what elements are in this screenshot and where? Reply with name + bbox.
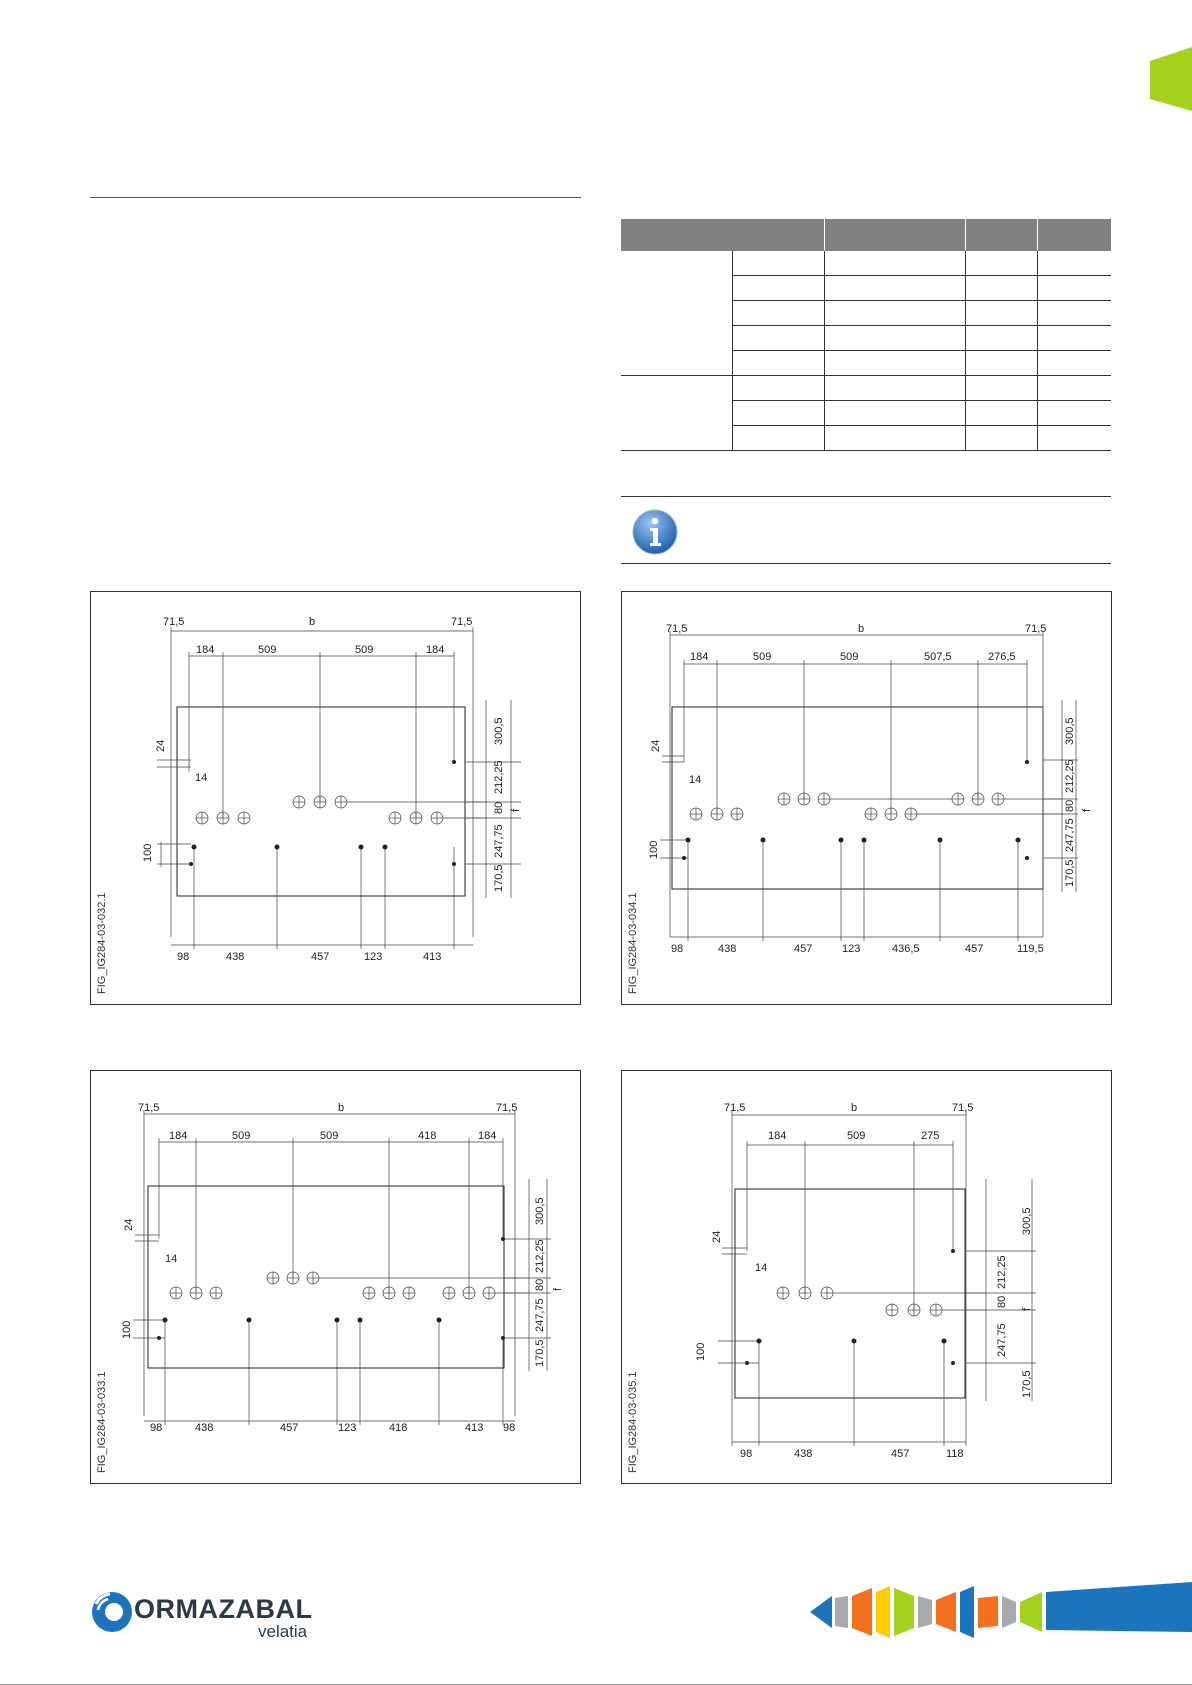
left-dim-24: 24 bbox=[650, 739, 662, 752]
width-b-label: b bbox=[851, 1102, 858, 1114]
cable-holes bbox=[196, 796, 486, 824]
section-divider bbox=[90, 197, 581, 198]
right-dim: 212,25 bbox=[996, 1255, 1008, 1289]
top-dim: 275 bbox=[921, 1130, 940, 1142]
left-dim-14: 14 bbox=[195, 772, 208, 784]
right-dim: 247,75 bbox=[493, 824, 505, 858]
bottom-dim: 418 bbox=[389, 1422, 408, 1434]
top-dim: 509 bbox=[847, 1130, 866, 1142]
right-dim: 300,5 bbox=[1064, 717, 1076, 745]
bottom-dim: 413 bbox=[423, 951, 442, 963]
top-dim: 184 bbox=[169, 1130, 188, 1142]
top-dim: 184 bbox=[426, 644, 445, 656]
top-dim: 507,5 bbox=[924, 651, 952, 663]
bottom-dim: 457 bbox=[311, 951, 330, 963]
left-dim-14: 14 bbox=[755, 1262, 768, 1274]
right-dim: 212,25 bbox=[1064, 759, 1076, 793]
right-dim: 170,5 bbox=[1021, 1370, 1033, 1398]
bottom-dim: 457 bbox=[965, 943, 984, 955]
left-dim-100: 100 bbox=[142, 843, 154, 862]
cable-holes bbox=[777, 1287, 986, 1316]
section-tab-marker bbox=[1150, 47, 1192, 111]
top-dim: 418 bbox=[418, 1130, 437, 1142]
left-dim-14: 14 bbox=[165, 1253, 178, 1265]
cable-holes bbox=[170, 1272, 529, 1299]
decorative-color-strip bbox=[810, 1582, 1192, 1640]
bottom-dim: 413 bbox=[465, 1422, 484, 1434]
spec-table bbox=[621, 219, 1111, 451]
top-dim: 184 bbox=[690, 651, 709, 663]
top-dim: 509 bbox=[753, 651, 772, 663]
frame-outline bbox=[672, 707, 1043, 889]
info-note bbox=[621, 496, 1111, 564]
right-dim: 170,5 bbox=[534, 1339, 546, 1367]
margin-left-label: 71,5 bbox=[138, 1102, 160, 1114]
bottom-dim: 123 bbox=[338, 1422, 357, 1434]
top-dim: 509 bbox=[232, 1130, 251, 1142]
frame-outline bbox=[177, 707, 465, 896]
right-dim: 170,5 bbox=[1064, 859, 1076, 887]
figure-code: FIG_IG284-03-034.1 bbox=[627, 892, 639, 994]
fixing-points bbox=[682, 760, 1029, 860]
top-dim: 184 bbox=[768, 1130, 787, 1142]
bottom-dim: 119,5 bbox=[1017, 943, 1044, 955]
bottom-dim: 438 bbox=[226, 951, 245, 963]
left-dim-100: 100 bbox=[695, 1342, 707, 1361]
width-b-label: b bbox=[858, 623, 865, 635]
bottom-dim: 123 bbox=[842, 943, 861, 955]
margin-right-label: 71,5 bbox=[451, 616, 473, 628]
bottom-dim: 438 bbox=[718, 943, 737, 955]
right-f-label: f bbox=[1021, 1307, 1033, 1311]
bottom-dim: 123 bbox=[364, 951, 383, 963]
right-dim: 300,5 bbox=[1021, 1207, 1033, 1235]
right-f-label: f bbox=[552, 1287, 564, 1291]
margin-right-label: 71,5 bbox=[496, 1102, 518, 1114]
right-dim: 300,5 bbox=[493, 717, 505, 745]
top-dim: 509 bbox=[320, 1130, 339, 1142]
fixing-points bbox=[745, 1249, 955, 1365]
right-f-label: f bbox=[510, 808, 522, 812]
right-dim: 212,25 bbox=[493, 760, 505, 794]
left-dim-100: 100 bbox=[648, 840, 660, 859]
width-b-label: b bbox=[338, 1102, 345, 1114]
drawing-fig-033 bbox=[90, 1070, 581, 1484]
bottom-dim: 436,5 bbox=[892, 943, 920, 955]
left-dim-14: 14 bbox=[689, 774, 702, 786]
bottom-dim: 98 bbox=[177, 951, 190, 963]
right-dim: 80 bbox=[1064, 799, 1076, 812]
bottom-dim: 457 bbox=[280, 1422, 299, 1434]
left-dim-24: 24 bbox=[155, 739, 167, 752]
top-dim: 509 bbox=[840, 651, 859, 663]
top-dim: 184 bbox=[196, 644, 215, 656]
bottom-dim: 98 bbox=[671, 943, 684, 955]
margin-right-label: 71,5 bbox=[952, 1102, 974, 1114]
top-dim: 184 bbox=[478, 1130, 497, 1142]
table-row bbox=[621, 251, 1111, 276]
margin-left-label: 71,5 bbox=[163, 616, 185, 628]
figure-code: FIG_IG284-03-032.1 bbox=[96, 892, 108, 994]
right-dim: 170,5 bbox=[493, 864, 505, 892]
margin-right-label: 71,5 bbox=[1025, 623, 1047, 635]
right-dim: 247,75 bbox=[534, 1298, 546, 1332]
brand-sub: velatia bbox=[258, 1622, 308, 1641]
bottom-dim: 98 bbox=[740, 1448, 753, 1460]
top-dim: 509 bbox=[355, 644, 374, 656]
right-dim: 80 bbox=[534, 1278, 546, 1291]
company-logo bbox=[90, 1586, 330, 1642]
right-dim: 247,75 bbox=[996, 1323, 1008, 1357]
drawing-fig-035 bbox=[621, 1070, 1112, 1484]
left-dim-24: 24 bbox=[123, 1218, 135, 1231]
drawing-fig-032 bbox=[90, 591, 581, 1005]
figure-code: FIG_IG284-03-035.1 bbox=[627, 1371, 639, 1473]
figure-code: FIG_IG284-03-033.1 bbox=[96, 1371, 108, 1473]
drawing-fig-034 bbox=[621, 591, 1112, 1005]
bottom-dim: 98 bbox=[503, 1422, 516, 1434]
frame-outline bbox=[148, 1186, 504, 1368]
margin-left-label: 71,5 bbox=[666, 623, 688, 635]
table-header-row bbox=[621, 219, 1111, 251]
margin-left-label: 71,5 bbox=[724, 1102, 746, 1114]
top-dim: 276,5 bbox=[988, 651, 1016, 663]
right-dim: 212,25 bbox=[534, 1239, 546, 1273]
left-dim-100: 100 bbox=[121, 1320, 133, 1339]
right-dim: 300,5 bbox=[534, 1197, 546, 1225]
info-icon bbox=[631, 508, 679, 556]
ormazabal-logo-icon bbox=[90, 1590, 134, 1634]
bottom-dim: 98 bbox=[150, 1422, 163, 1434]
bottom-dim: 457 bbox=[891, 1448, 910, 1460]
right-f-label: f bbox=[1081, 808, 1093, 812]
bottom-dim: 118 bbox=[946, 1448, 964, 1460]
left-dim-24: 24 bbox=[711, 1230, 723, 1243]
bottom-dim: 457 bbox=[794, 943, 813, 955]
bottom-dim: 438 bbox=[195, 1422, 214, 1434]
right-dim: 80 bbox=[996, 1295, 1008, 1308]
right-dim: 80 bbox=[493, 801, 505, 814]
top-dim: 509 bbox=[258, 644, 277, 656]
brand-name: ORMAZABAL bbox=[134, 1594, 313, 1624]
right-dim: 247,75 bbox=[1064, 818, 1076, 852]
cable-holes bbox=[690, 793, 1062, 820]
bottom-dim: 438 bbox=[794, 1448, 813, 1460]
table-row bbox=[621, 376, 1111, 401]
frame-outline bbox=[735, 1189, 965, 1398]
width-b-label: b bbox=[309, 616, 316, 628]
